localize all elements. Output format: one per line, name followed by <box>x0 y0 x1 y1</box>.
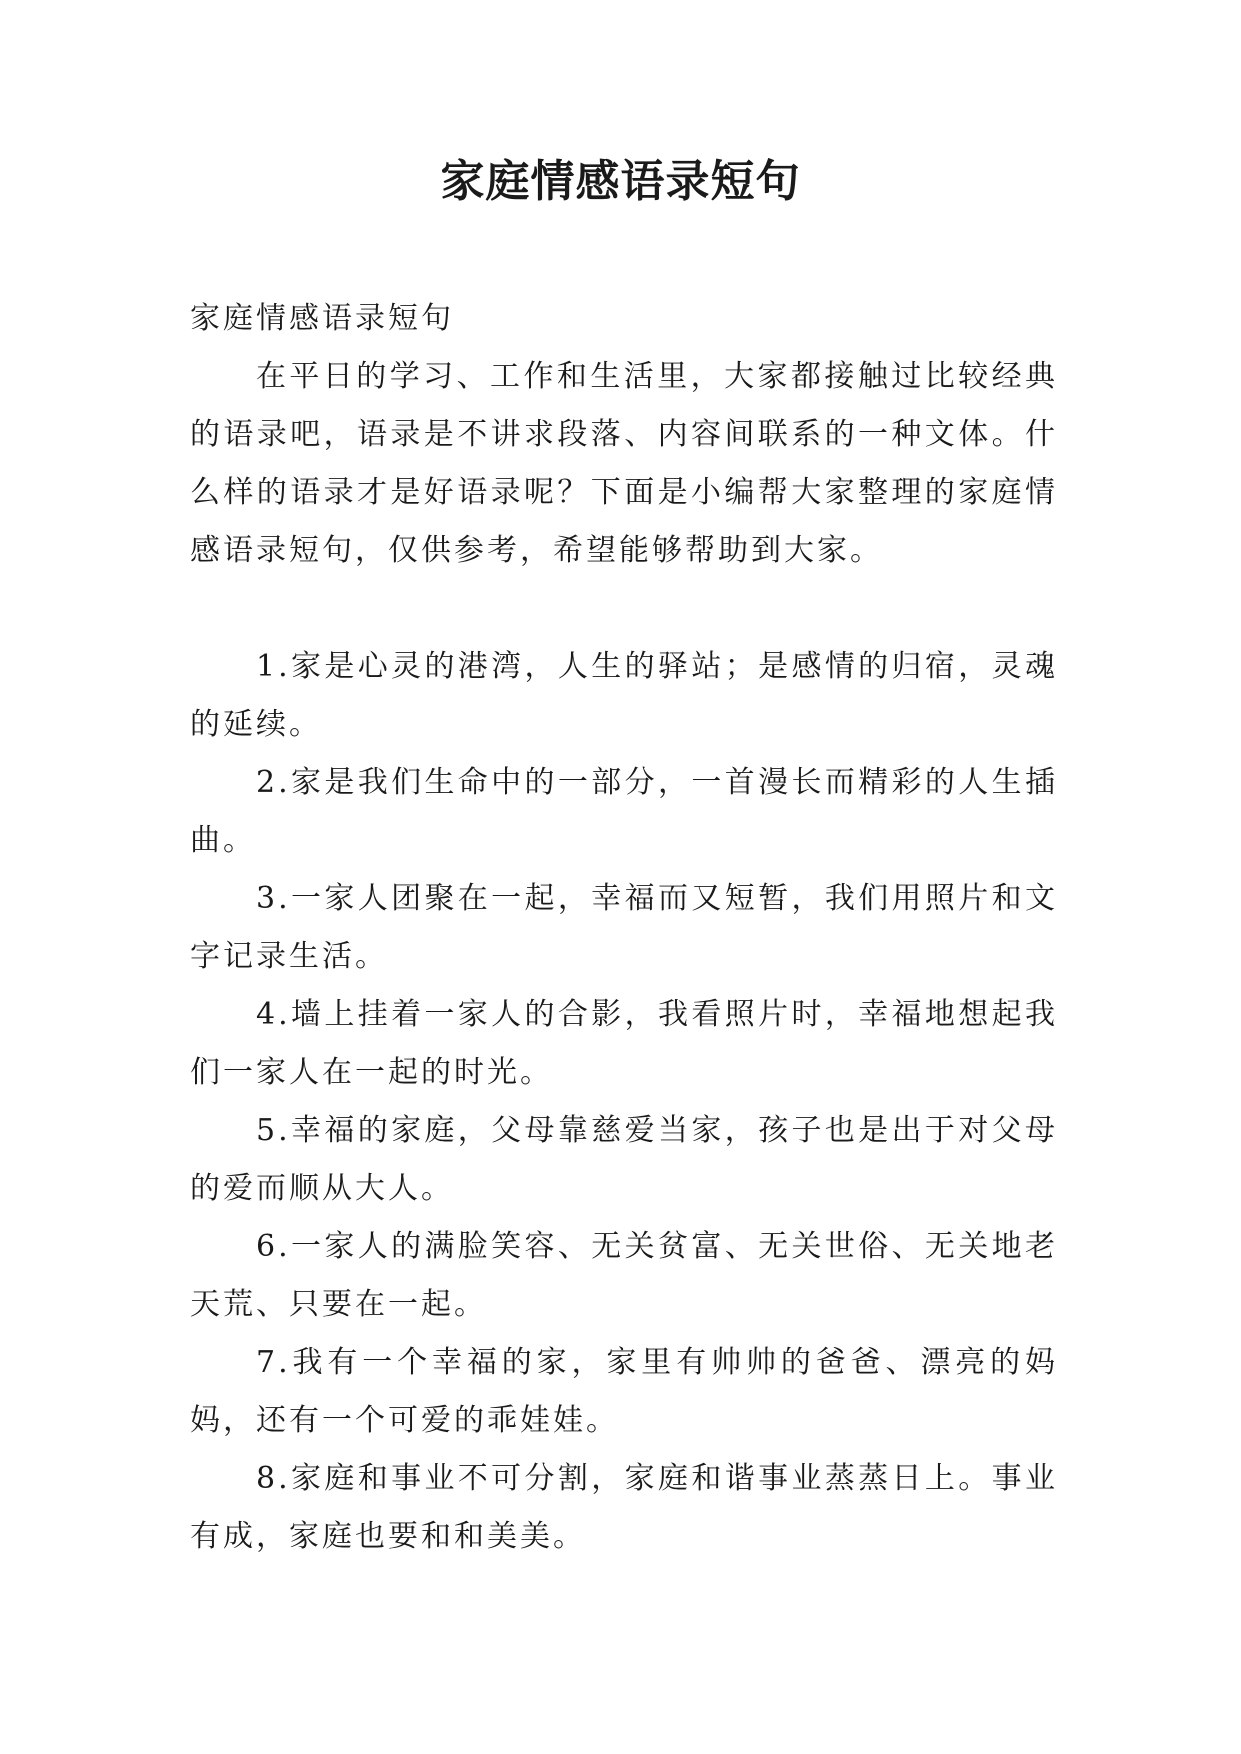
quote-item-3: 3.一家人团聚在一起，幸福而又短暂，我们用照片和文字记录生活。 <box>190 881 1058 974</box>
document-title: 家庭情感语录短句 <box>440 156 801 207</box>
quote-item-1: 1.家是心灵的港湾，人生的驿站；是感情的归宿，灵魂的延续。 <box>190 649 1058 742</box>
quote-item-4: 4.墙上挂着一家人的合影，我看照片时，幸福地想起我们一家人在一起的时光。 <box>190 997 1058 1090</box>
quote-item-7: 7.我有一个幸福的家，家里有帅帅的爸爸、漂亮的妈妈，还有一个可爱的乖娃娃。 <box>190 1345 1058 1438</box>
document-subtitle: 家庭情感语录短句 <box>190 301 454 336</box>
quote-item-5: 5.幸福的家庭，父母靠慈爱当家，孩子也是出于对父母的爱而顺从大人。 <box>190 1113 1058 1206</box>
quote-item-2: 2.家是我们生命中的一部分，一首漫长而精彩的人生插曲。 <box>190 765 1058 858</box>
quote-item-8: 8.家庭和事业不可分割，家庭和谐事业蒸蒸日上。事业有成，家庭也要和和美美。 <box>190 1461 1058 1554</box>
paragraph-spacer <box>190 580 1058 638</box>
intro-paragraph: 在平日的学习、工作和生活里，大家都接触过比较经典的语录吧，语录是不讲求段落、内容间联系的一种文体。什么样的语录才是好语录呢？下面是小编帮大家整理的家庭情感语录短句，仅供参考，希望能够帮助到大家。 <box>190 359 1058 568</box>
document-body <box>190 290 1058 1566</box>
quote-item-6: 6.一家人的满脸笑容、无关贫富、无关世俗、无关地老天荒、只要在一起。 <box>190 1229 1058 1322</box>
